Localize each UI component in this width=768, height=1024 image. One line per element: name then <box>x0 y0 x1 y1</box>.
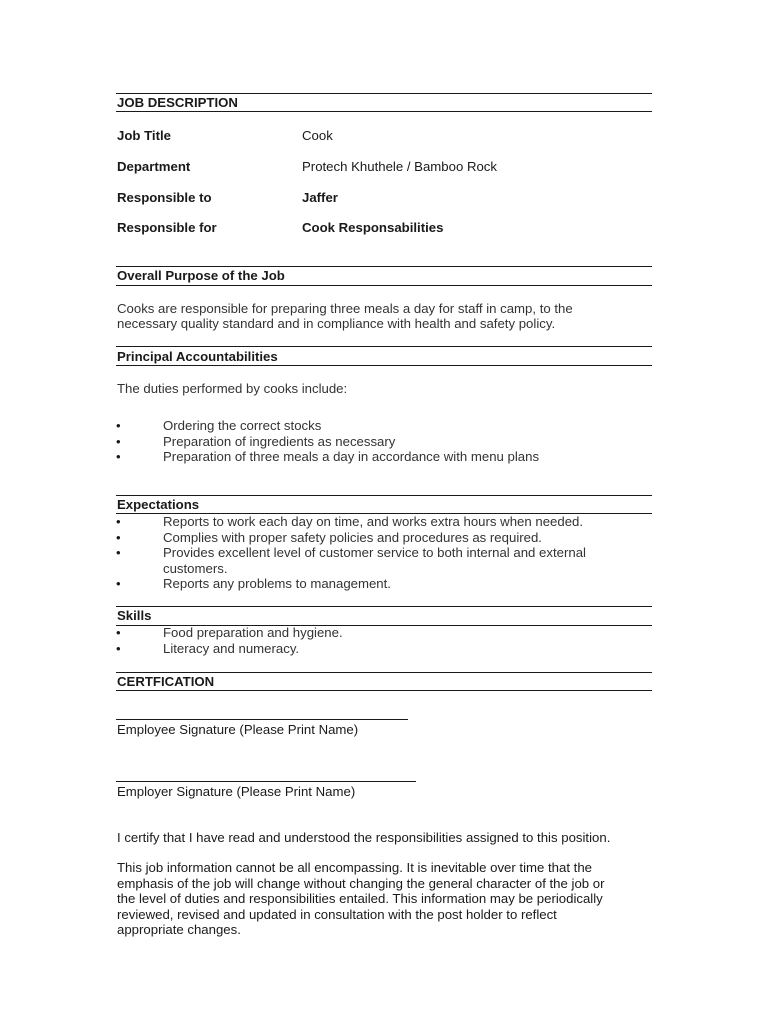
list-item-text: Food preparation and hygiene. <box>163 625 343 640</box>
purpose-text-line-1: Cooks are responsible for preparing three meals a day for staff in camp, to the <box>117 301 573 316</box>
purpose-text-line-2: necessary quality standard and in compliance with health and safety policy. <box>117 316 556 331</box>
bullet-icon: • <box>116 418 121 433</box>
disclaimer-line-5: appropriate changes. <box>117 922 241 937</box>
field-label-responsible-to: Responsible to <box>117 190 212 205</box>
certification-heading: CERTFICATION <box>117 674 215 689</box>
disclaimer-line-3: the level of duties and responsibilities entailed. This information may be periodically <box>117 891 603 906</box>
disclaimer-line-2: emphasis of the job will change without changing the general character of the job or <box>117 876 605 891</box>
field-label-job-title: Job Title <box>117 128 171 143</box>
employee-signature-line <box>116 719 408 720</box>
disclaimer-line-4: reviewed, revised and updated in consultation with the post holder to reflect <box>117 907 557 922</box>
list-item-text: Preparation of three meals a day in accordance with menu plans <box>163 449 540 465</box>
purpose-top-rule <box>116 266 652 267</box>
certification-top-rule <box>116 672 652 673</box>
accountabilities-heading: Principal Accountabilities <box>117 349 278 364</box>
skills-heading: Skills <box>117 608 152 623</box>
list-item <box>0 418 663 434</box>
accountabilities-intro: The duties performed by cooks include: <box>117 381 348 396</box>
list-item <box>0 641 663 657</box>
expectations-heading: Expectations <box>117 497 200 512</box>
accountabilities-top-rule <box>116 346 652 347</box>
employee-signature-label: Employee Signature (Please Print Name) <box>117 722 359 737</box>
disclaimer-line-1: This job information cannot be all encompassing. It is inevitable over time that the <box>117 860 593 875</box>
header-bottom-rule <box>116 111 652 112</box>
list-item-text: Literacy and numeracy. <box>163 640 300 656</box>
list-item-text: Provides excellent level of customer service to both internal and external customers. <box>163 545 586 576</box>
header-top-rule <box>116 93 652 94</box>
list-item-text: Preparation of ingredients as necessary <box>163 433 396 449</box>
employer-signature-line <box>116 781 416 782</box>
certification-bottom-rule <box>116 690 652 691</box>
certify-statement: I certify that I have read and understood the responsibilities assigned to this position. <box>117 830 611 845</box>
list-item-text: Complies with proper safety policies and procedures as required. <box>163 529 542 545</box>
document-title: JOB DESCRIPTION <box>117 95 238 110</box>
expectations-list <box>0 514 768 592</box>
bullet-icon: • <box>116 576 121 592</box>
bullet-icon: • <box>116 449 121 465</box>
accountabilities-bottom-rule <box>116 365 652 366</box>
field-label-department: Department <box>117 159 191 174</box>
list-item-text: Reports to work each day on time, and works extra hours when needed. <box>163 514 584 529</box>
field-value-responsible-for: Cook Responsabilities <box>302 220 444 235</box>
field-value-job-title: Cook <box>302 128 333 143</box>
list-item <box>0 625 663 641</box>
field-label-responsible-for: Responsible for <box>117 220 217 235</box>
list-item <box>0 530 663 546</box>
expectations-top-rule <box>116 495 652 496</box>
list-item <box>0 449 663 465</box>
purpose-bottom-rule <box>116 285 652 286</box>
list-item <box>0 514 663 530</box>
list-item-text: Ordering the correct stocks <box>163 418 322 433</box>
list-item <box>0 545 633 576</box>
list-item <box>0 576 663 592</box>
field-value-department: Protech Khuthele / Bamboo Rock <box>302 159 497 174</box>
bullet-icon: • <box>116 514 121 529</box>
employer-signature-label: Employer Signature (Please Print Name) <box>117 784 356 799</box>
bullet-icon: • <box>116 545 121 561</box>
list-item <box>0 434 663 450</box>
accountabilities-list <box>0 418 768 465</box>
bullet-icon: • <box>116 529 121 545</box>
skills-top-rule <box>116 606 652 607</box>
bullet-icon: • <box>116 640 121 656</box>
field-value-responsible-to: Jaffer <box>302 190 338 205</box>
bullet-icon: • <box>116 625 121 640</box>
skills-list <box>0 625 768 656</box>
purpose-heading: Overall Purpose of the Job <box>117 268 285 283</box>
list-item-text: Reports any problems to management. <box>163 576 391 592</box>
bullet-icon: • <box>116 433 121 449</box>
